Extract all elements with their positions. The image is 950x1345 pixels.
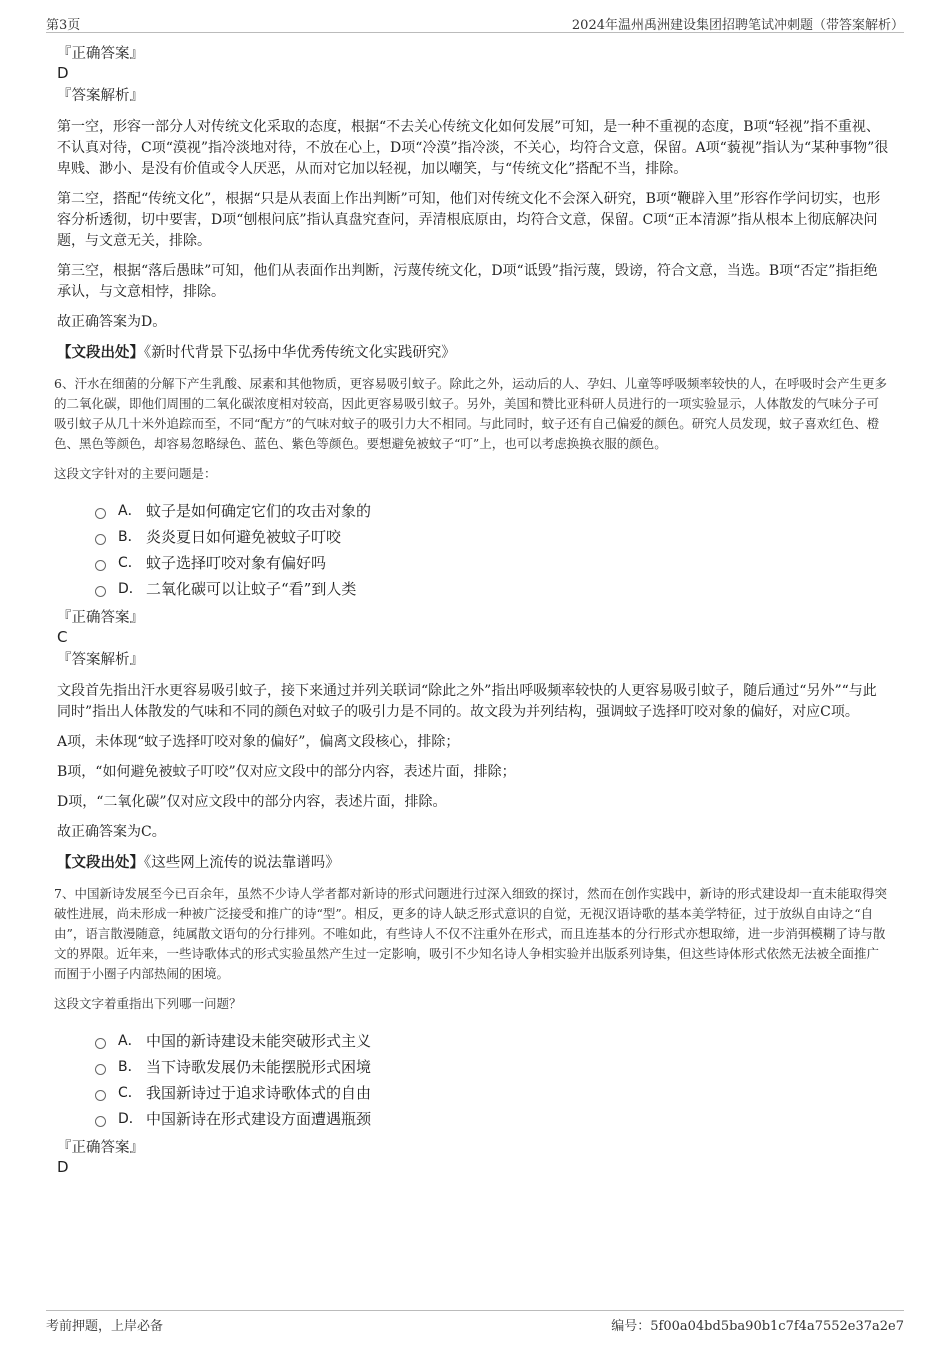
- option-d[interactable]: D． 中国新诗在形式建设方面遭遇瓶颈: [95, 1106, 889, 1132]
- option-d[interactable]: D． 二氧化碳可以让蚊子“看”到人类: [95, 576, 889, 602]
- page-footer: [46, 1310, 904, 1335]
- radio-icon[interactable]: [95, 560, 106, 571]
- analysis-label: 『答案解析』: [57, 652, 144, 668]
- source-tag: 【文段出处】: [57, 344, 144, 361]
- document-id: 编号：5f00a04bd5ba90b1c7f4a7552e37a2e7: [611, 1319, 904, 1334]
- radio-icon[interactable]: [95, 1090, 106, 1101]
- analysis-paragraph: 文段首先指出汗水更容易吸引蚊子，接下来通过并列关联词“除此之外”指出呼吸频率较快的人更容易吸引蚊子，随后通过“另外”“与此同时”指出人体散发的气味和不同的颜色对蚊子的吸引力是不同的。故文段为并列结构，强调蚊子选择叮咬对象的偏好，对应C项。: [57, 683, 877, 720]
- source-title: 《这些网上流传的说法靠谱吗》: [144, 855, 340, 871]
- footer-slogan: 考前押题，上岸必备: [46, 1319, 164, 1334]
- question-prompt: 这段文字针对的主要问题是：: [54, 466, 217, 481]
- answer-value: C: [57, 628, 68, 646]
- radio-icon[interactable]: [95, 1116, 106, 1127]
- option-a[interactable]: A． 蚊子是如何确定它们的攻击对象的: [95, 498, 889, 524]
- question-6: [54, 374, 889, 874]
- answer-value: D: [57, 64, 69, 82]
- radio-icon[interactable]: [95, 1038, 106, 1049]
- option-a[interactable]: A． 中国的新诗建设未能突破形式主义: [95, 1028, 889, 1054]
- analysis-paragraph: B项，“如何避免被蚊子叮咬”仅对应文段中的部分内容，表述片面，排除；: [57, 764, 516, 780]
- answer-value: D: [57, 1158, 69, 1176]
- question-text: 7、中国新诗发展至今已百余年，虽然不少诗人学者都对新诗的形式问题进行过深入细致的探讨，然而在创作实践中，新诗的形式建设却一直未能取得突破性进展，尚未形成一种被广泛接受和推广的诗“型”。相反，更多的诗人缺乏形式意识的自觉，无视汉语诗歌的基本美学特征，过于放纵自由诗之“自由”，语言散漫随意，纯属散文语句的分行排列。不唯如此，有些诗人不仅不注重外在形式，而且连基本的分行形式亦想取缔，进一步消弭模糊了诗与散文的界限。近年来，一些诗歌体式的形式实验虽然产生过一定影响，吸引不少知名诗人争相实验并出版系列诗集，但这些诗体形式依然无法被全面推广而囿于小圈子内部热闹的困境。: [54, 886, 887, 981]
- document-title: 2024年温州禹洲建设集团招聘笔试冲刺题（带答案解析）: [571, 18, 904, 33]
- radio-icon[interactable]: [95, 1064, 106, 1075]
- page-content: [54, 44, 889, 1176]
- analysis-label: 『答案解析』: [57, 88, 144, 104]
- source-tag: 【文段出处】: [57, 854, 144, 871]
- question-text: 6、汗水在细菌的分解下产生乳酸、尿素和其他物质，更容易吸引蚊子。除此之外，运动后的人、孕妇、儿童等呼吸频率较快的人，在呼吸时会产生更多的二氧化碳，即他们周围的二氧化碳浓度相对较高，因此更容易吸引蚊子。另外，美国和赞比亚科研人员进行的一项实验显示，人体散发的气味分子可吸引蚊子从几十米外追踪而至，不同“配方”的气味对蚊子的吸引力大不相同。与此同时，蚊子还有自己偏爱的颜色。研究人员发现，蚊子喜欢红色、橙色、黑色等颜色，却容易忽略绿色、蓝色、紫色等颜色。要想避免被蚊子“叮”上，也可以考虑换换衣服的颜色。: [54, 376, 887, 451]
- option-c[interactable]: C． 蚊子选择叮咬对象有偏好吗: [95, 550, 889, 576]
- analysis-paragraph: D项，“二氧化碳”仅对应文段中的部分内容，表述片面，排除。: [57, 794, 447, 810]
- question-7: [54, 884, 889, 1176]
- answer-label: 『正确答案』: [57, 46, 144, 62]
- source-citation: [57, 342, 889, 364]
- radio-icon[interactable]: [95, 586, 106, 597]
- option-c[interactable]: C． 我国新诗过于追求诗歌体式的自由: [95, 1080, 889, 1106]
- radio-icon[interactable]: [95, 508, 106, 519]
- option-b[interactable]: B． 当下诗歌发展仍未能摆脱形式困境: [95, 1054, 889, 1080]
- source-citation: [57, 852, 889, 874]
- options-list: [95, 1028, 889, 1132]
- analysis-paragraph: 故正确答案为C。: [57, 824, 166, 840]
- question-prompt: 这段文字着重指出下列哪一问题？: [54, 996, 242, 1011]
- answer-label: 『正确答案』: [57, 1140, 144, 1156]
- radio-icon[interactable]: [95, 534, 106, 545]
- q5-answer-section: [57, 44, 889, 364]
- option-b[interactable]: B． 炎炎夏日如何避免被蚊子叮咬: [95, 524, 889, 550]
- source-title: 《新时代背景下弘扬中华优秀传统文化实践研究》: [144, 345, 456, 361]
- analysis-paragraph: A项，未体现“蚊子选择叮咬对象的偏好”，偏离文段核心，排除；: [57, 734, 460, 750]
- analysis-paragraph: 第二空，搭配“传统文化”，根据“只是从表面上作出判断”可知，他们对传统文化不会深入研究，B项“鞭辟入里”形容作学问切实，也形容分析透彻，切中要害，D项“刨根问底”指认真盘究查问，弄清根底原由，均符合文意，保留。C项“正本清源”指从根本上彻底解决问题，与文意无关，排除。: [57, 191, 881, 249]
- page-number: 第3页: [46, 18, 81, 33]
- analysis-paragraph: 第三空，根据“落后愚昧”可知，他们从表面作出判断，污蔑传统文化，D项“诋毁”指污蔑，毁谤，符合文意，当选。B项“否定”指拒绝承认，与文意相悖，排除。: [57, 263, 878, 300]
- analysis-paragraph: 第一空，形容一部分人对传统文化采取的态度，根据“不去关心传统文化如何发展”可知，是一种不重视的态度，B项“轻视”指不重视、不认真对待，C项“漠视”指冷淡地对待，不放在心上，D项“冷漠”指冷淡，不关心，均符合文意，保留。A项“藐视”指认为“某种事物”很卑贱、渺小、是没有价值或令人厌恶，从而对它加以轻视，加以嘲笑，与“传统文化”搭配不当，排除。: [57, 119, 889, 177]
- page-header: [46, 12, 904, 33]
- options-list: [95, 498, 889, 602]
- answer-label: 『正确答案』: [57, 610, 144, 626]
- analysis-paragraph: 故正确答案为D。: [57, 314, 167, 330]
